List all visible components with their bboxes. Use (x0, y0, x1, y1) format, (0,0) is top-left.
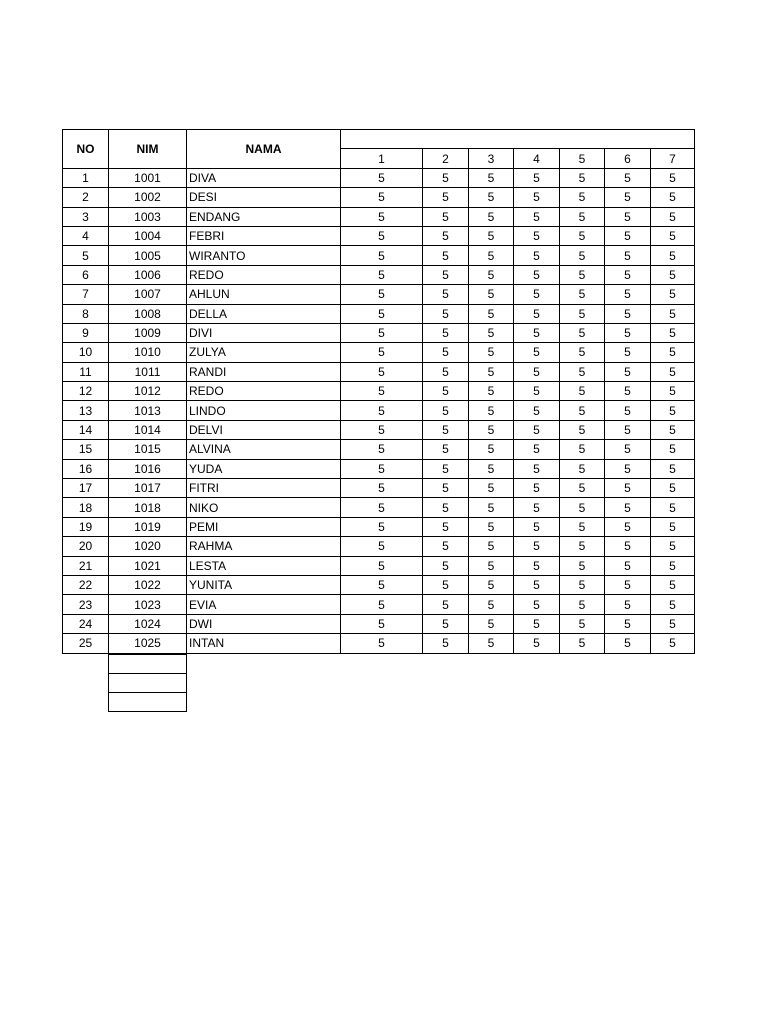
cell-score[interactable]: 5 (514, 207, 560, 226)
cell-score[interactable]: 5 (469, 323, 514, 342)
cell-score[interactable]: 5 (469, 382, 514, 401)
table-row (63, 575, 695, 594)
cell-score[interactable]: 5 (560, 537, 605, 556)
cell-score[interactable]: 5 (605, 556, 651, 575)
cell-score[interactable]: 5 (341, 634, 423, 653)
cell-score[interactable]: 5 (605, 479, 651, 498)
cell-score[interactable]: 5 (560, 517, 605, 536)
cell-score[interactable]: 5 (605, 226, 651, 245)
cell-score[interactable]: 5 (469, 226, 514, 245)
cell-score[interactable]: 5 (651, 537, 695, 556)
cell-no[interactable]: 21 (63, 556, 109, 575)
cell-no[interactable]: 22 (63, 575, 109, 594)
cell-score[interactable]: 5 (514, 265, 560, 284)
cell-score[interactable]: 5 (514, 537, 560, 556)
table-row (63, 188, 695, 207)
cell-score[interactable]: 5 (469, 246, 514, 265)
table-row (63, 459, 695, 478)
cell-nim[interactable]: 1025 (109, 634, 187, 653)
table-row (63, 362, 695, 381)
cell-score[interactable]: 5 (560, 285, 605, 304)
score-column-header: 1 (341, 149, 423, 168)
cell-no[interactable]: 2 (63, 188, 109, 207)
cell-score[interactable]: 5 (423, 304, 469, 323)
cell-score[interactable]: 5 (651, 362, 695, 381)
cell-score[interactable]: 5 (605, 362, 651, 381)
cell-score[interactable]: 5 (423, 479, 469, 498)
table-row (63, 556, 695, 575)
table-row (63, 517, 695, 536)
cell-score[interactable]: 5 (605, 634, 651, 653)
cell-no[interactable]: 11 (63, 362, 109, 381)
cell-score[interactable]: 5 (423, 537, 469, 556)
cell-no[interactable]: 5 (63, 246, 109, 265)
cell-no[interactable]: 17 (63, 479, 109, 498)
cell-score[interactable]: 5 (651, 459, 695, 478)
cell-no[interactable]: 3 (63, 207, 109, 226)
cell-nim[interactable]: 1017 (109, 479, 187, 498)
cell-score[interactable]: 5 (651, 401, 695, 420)
cell-score[interactable]: 5 (605, 207, 651, 226)
cell-score[interactable]: 5 (651, 265, 695, 284)
cell-score[interactable]: 5 (605, 420, 651, 439)
table-row (63, 595, 695, 614)
table-row (63, 498, 695, 517)
score-column-header: 7 (651, 149, 695, 168)
cell-score[interactable]: 5 (651, 285, 695, 304)
cell-score[interactable]: 5 (560, 575, 605, 594)
cell-score[interactable]: 5 (423, 420, 469, 439)
cell-nim[interactable]: 1014 (109, 420, 187, 439)
header-nama: NAMA (187, 130, 341, 169)
cell-score[interactable]: 5 (423, 343, 469, 362)
table-row (63, 304, 695, 323)
cell-score[interactable]: 5 (605, 401, 651, 420)
cell-score[interactable]: 5 (514, 304, 560, 323)
cell-score[interactable]: 5 (514, 479, 560, 498)
header-nim: NIM (109, 130, 187, 169)
cell-score[interactable]: 5 (651, 304, 695, 323)
cell-score[interactable]: 5 (341, 188, 423, 207)
cell-score[interactable]: 5 (341, 575, 423, 594)
cell-score[interactable]: 5 (514, 575, 560, 594)
cell-nama[interactable]: RAHMA (187, 537, 341, 556)
header-no: NO (63, 130, 109, 169)
cell-score[interactable]: 5 (423, 226, 469, 245)
table-row (63, 323, 695, 342)
cell-score[interactable]: 5 (341, 459, 423, 478)
cell-score[interactable]: 5 (560, 479, 605, 498)
cell-score[interactable]: 5 (341, 537, 423, 556)
score-column-header: 5 (560, 149, 605, 168)
cell-nama[interactable]: AHLUN (187, 285, 341, 304)
empty-cell[interactable] (109, 693, 187, 712)
cell-score[interactable]: 5 (423, 517, 469, 536)
cell-score[interactable]: 5 (469, 420, 514, 439)
cell-score[interactable]: 5 (469, 265, 514, 284)
cell-score[interactable]: 5 (560, 382, 605, 401)
cell-score[interactable]: 5 (560, 343, 605, 362)
cell-score[interactable]: 5 (651, 207, 695, 226)
cell-no[interactable]: 8 (63, 304, 109, 323)
cell-score[interactable]: 5 (469, 188, 514, 207)
cell-score[interactable]: 5 (423, 575, 469, 594)
cell-nama[interactable]: DWI (187, 614, 341, 633)
cell-score[interactable]: 5 (605, 265, 651, 284)
cell-nim[interactable]: 1008 (109, 304, 187, 323)
score-sheet (62, 129, 695, 654)
cell-nama[interactable]: FITRI (187, 479, 341, 498)
cell-score[interactable]: 5 (341, 498, 423, 517)
empty-cell[interactable] (109, 655, 187, 674)
cell-score[interactable]: 5 (341, 323, 423, 342)
score-column-header: 4 (514, 149, 560, 168)
cell-nama[interactable]: WIRANTO (187, 246, 341, 265)
cell-no[interactable]: 7 (63, 285, 109, 304)
cell-score[interactable]: 5 (514, 459, 560, 478)
cell-no[interactable]: 12 (63, 382, 109, 401)
cell-score[interactable]: 5 (469, 517, 514, 536)
cell-score[interactable]: 5 (469, 537, 514, 556)
cell-score[interactable]: 5 (341, 420, 423, 439)
cell-nama[interactable]: FEBRI (187, 226, 341, 245)
cell-nim[interactable]: 1022 (109, 575, 187, 594)
table-row (63, 634, 695, 653)
cell-score[interactable]: 5 (560, 498, 605, 517)
cell-no[interactable]: 20 (63, 537, 109, 556)
cell-nama[interactable]: RANDI (187, 362, 341, 381)
cell-nama[interactable]: ZULYA (187, 343, 341, 362)
cell-score[interactable]: 5 (514, 343, 560, 362)
cell-nim[interactable]: 1024 (109, 614, 187, 633)
cell-score[interactable]: 5 (423, 614, 469, 633)
cell-nim[interactable]: 1003 (109, 207, 187, 226)
cell-score[interactable]: 5 (560, 207, 605, 226)
cell-score[interactable]: 5 (651, 420, 695, 439)
cell-no[interactable]: 9 (63, 323, 109, 342)
cell-score[interactable]: 5 (469, 207, 514, 226)
table-row (63, 265, 695, 284)
cell-score[interactable]: 5 (341, 479, 423, 498)
cell-nama[interactable]: INTAN (187, 634, 341, 653)
cell-score[interactable]: 5 (423, 459, 469, 478)
cell-nim[interactable]: 1021 (109, 556, 187, 575)
cell-no[interactable]: 25 (63, 634, 109, 653)
cell-nim[interactable]: 1006 (109, 265, 187, 284)
cell-score[interactable]: 5 (560, 362, 605, 381)
cell-score[interactable]: 5 (423, 440, 469, 459)
cell-score[interactable]: 5 (514, 382, 560, 401)
cell-nim[interactable]: 1016 (109, 459, 187, 478)
cell-score[interactable]: 5 (469, 304, 514, 323)
header-score-group (341, 130, 695, 149)
table-row (63, 401, 695, 420)
cell-score[interactable]: 5 (469, 401, 514, 420)
cell-score[interactable]: 5 (651, 479, 695, 498)
table-row (63, 285, 695, 304)
cell-nim[interactable]: 1002 (109, 188, 187, 207)
table-row (63, 537, 695, 556)
cell-score[interactable]: 5 (514, 440, 560, 459)
empty-cell[interactable] (109, 674, 187, 693)
cell-score[interactable]: 5 (514, 168, 560, 187)
table-row (63, 246, 695, 265)
cell-nim[interactable]: 1012 (109, 382, 187, 401)
score-column-header: 2 (423, 149, 469, 168)
cell-nim[interactable]: 1020 (109, 537, 187, 556)
cell-score[interactable]: 5 (423, 285, 469, 304)
cell-nim[interactable]: 1019 (109, 517, 187, 536)
cell-score[interactable]: 5 (423, 323, 469, 342)
cell-score[interactable]: 5 (469, 614, 514, 633)
cell-score[interactable]: 5 (560, 634, 605, 653)
cell-nama[interactable]: DELVI (187, 420, 341, 439)
cell-score[interactable]: 5 (605, 459, 651, 478)
cell-score[interactable]: 5 (514, 517, 560, 536)
cell-score[interactable]: 5 (651, 498, 695, 517)
cell-score[interactable]: 5 (469, 498, 514, 517)
cell-nim[interactable]: 1023 (109, 595, 187, 614)
cell-score[interactable]: 5 (514, 401, 560, 420)
cell-nim[interactable]: 1007 (109, 285, 187, 304)
cell-score[interactable]: 5 (560, 304, 605, 323)
cell-score[interactable]: 5 (560, 595, 605, 614)
cell-nim[interactable]: 1010 (109, 343, 187, 362)
cell-score[interactable]: 5 (341, 401, 423, 420)
cell-no[interactable]: 18 (63, 498, 109, 517)
cell-score[interactable]: 5 (341, 517, 423, 536)
cell-nama[interactable]: YUDA (187, 459, 341, 478)
cell-score[interactable]: 5 (514, 285, 560, 304)
cell-score[interactable]: 5 (423, 382, 469, 401)
cell-score[interactable]: 5 (469, 575, 514, 594)
cell-score[interactable]: 5 (469, 343, 514, 362)
cell-score[interactable]: 5 (605, 323, 651, 342)
cell-score[interactable]: 5 (341, 285, 423, 304)
table-row (63, 343, 695, 362)
cell-nama[interactable]: EVIA (187, 595, 341, 614)
cell-no[interactable]: 4 (63, 226, 109, 245)
cell-score[interactable]: 5 (605, 498, 651, 517)
cell-score[interactable]: 5 (423, 401, 469, 420)
cell-score[interactable]: 5 (560, 188, 605, 207)
cell-score[interactable]: 5 (560, 459, 605, 478)
cell-score[interactable]: 5 (341, 246, 423, 265)
cell-score[interactable]: 5 (469, 362, 514, 381)
cell-score[interactable]: 5 (423, 556, 469, 575)
cell-nim[interactable]: 1015 (109, 440, 187, 459)
cell-no[interactable]: 6 (63, 265, 109, 284)
cell-score[interactable]: 5 (651, 168, 695, 187)
cell-no[interactable]: 15 (63, 440, 109, 459)
student-score-table (62, 129, 695, 654)
cell-no[interactable]: 19 (63, 517, 109, 536)
cell-score[interactable]: 5 (469, 556, 514, 575)
cell-score[interactable]: 5 (560, 614, 605, 633)
cell-score[interactable]: 5 (423, 595, 469, 614)
cell-score[interactable]: 5 (469, 459, 514, 478)
cell-score[interactable]: 5 (651, 614, 695, 633)
cell-score[interactable]: 5 (651, 323, 695, 342)
cell-no[interactable]: 1 (63, 168, 109, 187)
cell-score[interactable]: 5 (514, 595, 560, 614)
cell-score[interactable]: 5 (560, 168, 605, 187)
table-row (63, 168, 695, 187)
cell-nim[interactable]: 1013 (109, 401, 187, 420)
cell-nama[interactable]: LESTA (187, 556, 341, 575)
cell-score[interactable]: 5 (469, 285, 514, 304)
table-row (63, 440, 695, 459)
cell-score[interactable]: 5 (514, 246, 560, 265)
cell-score[interactable]: 5 (514, 323, 560, 342)
cell-nim[interactable]: 1004 (109, 226, 187, 245)
cell-nama[interactable]: ALVINA (187, 440, 341, 459)
cell-score[interactable]: 5 (605, 168, 651, 187)
cell-score[interactable]: 5 (341, 304, 423, 323)
cell-score[interactable]: 5 (341, 614, 423, 633)
cell-score[interactable]: 5 (651, 246, 695, 265)
cell-score[interactable]: 5 (423, 207, 469, 226)
table-row (63, 382, 695, 401)
cell-nama[interactable]: ENDANG (187, 207, 341, 226)
cell-score[interactable]: 5 (605, 517, 651, 536)
cell-score[interactable]: 5 (560, 440, 605, 459)
cell-score[interactable]: 5 (423, 498, 469, 517)
cell-score[interactable]: 5 (651, 440, 695, 459)
cell-no[interactable]: 13 (63, 401, 109, 420)
cell-score[interactable]: 5 (651, 634, 695, 653)
cell-nama[interactable]: DIVA (187, 168, 341, 187)
cell-score[interactable]: 5 (651, 595, 695, 614)
cell-no[interactable]: 16 (63, 459, 109, 478)
cell-score[interactable]: 5 (341, 382, 423, 401)
table-row (63, 420, 695, 439)
cell-nim[interactable]: 1005 (109, 246, 187, 265)
cell-score[interactable]: 5 (514, 362, 560, 381)
cell-score[interactable]: 5 (605, 382, 651, 401)
cell-no[interactable]: 14 (63, 420, 109, 439)
table-row (63, 207, 695, 226)
cell-nim[interactable]: 1009 (109, 323, 187, 342)
cell-nama[interactable]: DELLA (187, 304, 341, 323)
cell-score[interactable]: 5 (651, 556, 695, 575)
cell-score[interactable]: 5 (651, 226, 695, 245)
cell-score[interactable]: 5 (469, 634, 514, 653)
cell-score[interactable]: 5 (341, 362, 423, 381)
table-row (63, 226, 695, 245)
cell-score[interactable]: 5 (605, 614, 651, 633)
cell-score[interactable]: 5 (514, 556, 560, 575)
cell-score[interactable]: 5 (605, 188, 651, 207)
cell-score[interactable]: 5 (560, 265, 605, 284)
cell-score[interactable]: 5 (341, 440, 423, 459)
cell-score[interactable]: 5 (423, 188, 469, 207)
cell-score[interactable]: 5 (560, 556, 605, 575)
cell-no[interactable]: 10 (63, 343, 109, 362)
cell-score[interactable]: 5 (651, 517, 695, 536)
cell-nama[interactable]: DIVI (187, 323, 341, 342)
cell-nama[interactable]: PEMI (187, 517, 341, 536)
cell-score[interactable]: 5 (605, 595, 651, 614)
cell-score[interactable]: 5 (341, 226, 423, 245)
cell-score[interactable]: 5 (341, 595, 423, 614)
cell-score[interactable]: 5 (469, 479, 514, 498)
cell-nama[interactable]: DESI (187, 188, 341, 207)
cell-nama[interactable]: LINDO (187, 401, 341, 420)
cell-score[interactable]: 5 (341, 556, 423, 575)
extra-empty-cells (108, 654, 187, 712)
cell-score[interactable]: 5 (423, 246, 469, 265)
cell-score[interactable]: 5 (651, 343, 695, 362)
cell-score[interactable]: 5 (651, 382, 695, 401)
cell-score[interactable]: 5 (514, 188, 560, 207)
cell-score[interactable]: 5 (341, 207, 423, 226)
cell-score[interactable]: 5 (514, 420, 560, 439)
cell-score[interactable]: 5 (605, 440, 651, 459)
cell-score[interactable]: 5 (341, 265, 423, 284)
cell-score[interactable]: 5 (605, 246, 651, 265)
cell-score[interactable]: 5 (514, 226, 560, 245)
cell-nim[interactable]: 1011 (109, 362, 187, 381)
cell-score[interactable]: 5 (605, 343, 651, 362)
table-row (63, 614, 695, 633)
cell-score[interactable]: 5 (605, 575, 651, 594)
cell-score[interactable]: 5 (605, 285, 651, 304)
cell-score[interactable]: 5 (469, 595, 514, 614)
cell-nama[interactable]: NIKO (187, 498, 341, 517)
cell-score[interactable]: 5 (423, 168, 469, 187)
score-column-header: 3 (469, 149, 514, 168)
cell-nim[interactable]: 1018 (109, 498, 187, 517)
cell-no[interactable]: 24 (63, 614, 109, 633)
table-row (63, 479, 695, 498)
cell-nama[interactable]: YUNITA (187, 575, 341, 594)
cell-score[interactable]: 5 (341, 168, 423, 187)
cell-nim[interactable]: 1001 (109, 168, 187, 187)
cell-score[interactable]: 5 (423, 362, 469, 381)
table-body (63, 168, 695, 653)
cell-score[interactable]: 5 (651, 188, 695, 207)
cell-score[interactable]: 5 (514, 498, 560, 517)
cell-score[interactable]: 5 (514, 614, 560, 633)
cell-score[interactable]: 5 (605, 304, 651, 323)
cell-score[interactable]: 5 (469, 168, 514, 187)
cell-score[interactable]: 5 (560, 323, 605, 342)
cell-score[interactable]: 5 (560, 420, 605, 439)
cell-score[interactable]: 5 (469, 440, 514, 459)
cell-score[interactable]: 5 (423, 634, 469, 653)
cell-nama[interactable]: REDO (187, 382, 341, 401)
cell-score[interactable]: 5 (341, 343, 423, 362)
cell-score[interactable]: 5 (605, 537, 651, 556)
cell-no[interactable]: 23 (63, 595, 109, 614)
cell-score[interactable]: 5 (423, 265, 469, 284)
score-column-header: 6 (605, 149, 651, 168)
cell-score[interactable]: 5 (560, 246, 605, 265)
cell-score[interactable]: 5 (560, 226, 605, 245)
cell-score[interactable]: 5 (514, 634, 560, 653)
cell-nama[interactable]: REDO (187, 265, 341, 284)
cell-score[interactable]: 5 (651, 575, 695, 594)
cell-score[interactable]: 5 (560, 401, 605, 420)
